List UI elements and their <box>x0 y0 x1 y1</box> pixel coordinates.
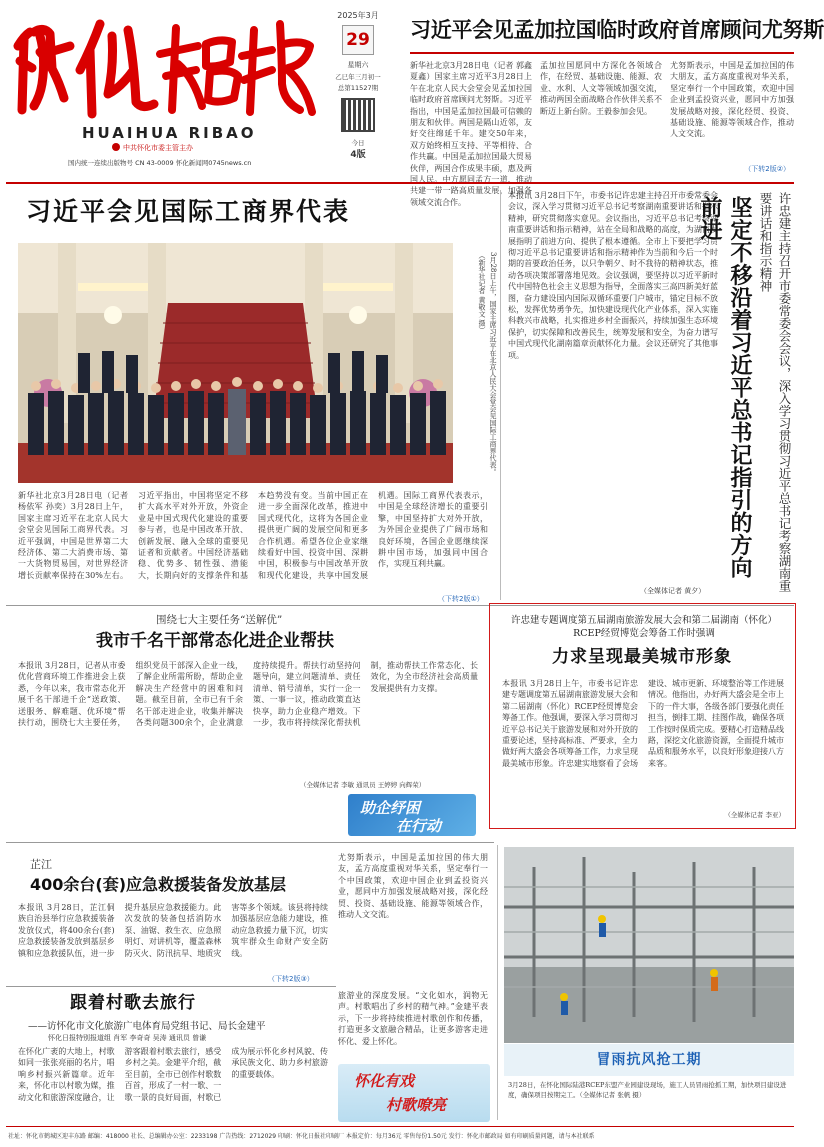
photo-news-title-bar <box>504 1044 794 1076</box>
masthead-logo <box>10 6 316 118</box>
badge-line2: 在行动 <box>396 817 442 835</box>
publisher-text: 中共怀化市委主管主办 <box>123 144 193 152</box>
badge-line1: 助企纾困 <box>360 799 421 817</box>
lead-story-continued: （下转2版①） <box>438 595 484 603</box>
lead-photo-caption: 3月28日上午，国家主席习近平在北京人民大会堂会见国际工商界代表。（新华社记者 黄敬文 摄） <box>478 252 497 476</box>
construction-photo-illustration <box>504 847 794 1043</box>
cunge-badge-line2: 村歌嘹亮 <box>386 1096 447 1114</box>
date-weekday: 星期六 <box>347 61 369 69</box>
lead-story-photo <box>18 243 453 483</box>
zhijiang-continued: （下转2版③） <box>268 975 314 983</box>
zhijiang-kicker: 芷江 <box>30 858 52 871</box>
masthead <box>0 0 824 207</box>
cunge-badge <box>338 1064 490 1122</box>
ent-story-badge <box>348 794 476 836</box>
ent-story-text: 本报讯 3月28日，记者从市委优化营商环境工作推进会上获悉，今年以来，我市常态化开展千名干部进千企“送政策、送服务、解难题、优环境”帮扶行动，围绕七大主要任务，组织党员干部深入企业一线，了解企业所需所盼，帮助企业解决生产经营中的困难和问题。截至目前，全市已有千余名干部走进企业，收集并解决各类问题300余个，企业满意度持续提升。帮扶行动坚持问题导向，建立问题清单、责任清单、销号清单，实行一企一策、一事一议，推动政策直达快享，助力企业稳产增效。下一步，我市将持续深化帮扶机制，推动帮扶工作常态化、长效化，为全市经济社会高质量发展提供有力支撑。 <box>18 661 478 728</box>
cunge-badge-line1: 怀化有戏 <box>354 1072 415 1090</box>
culture-story-byline: （全媒体记者 李亚） <box>724 811 785 819</box>
date-day: 29 <box>346 30 370 50</box>
footer-text: 社址：怀化市鹤城区迎丰东路 邮编：418000 社长、总编辑办公室：2233198 广告热线：2712029 印刷：怀化日报社印刷厂 本报定价：每月36元 零售每份1.50元 发行：怀化市邮政局 如有印刷质量问题，请与本社联系 <box>8 1133 595 1140</box>
photo-news-title: 冒雨抗风抢工期 <box>596 1052 702 1068</box>
column-divider <box>500 190 501 600</box>
date-block <box>318 8 398 176</box>
column-story-byline: （全媒体记者 黄夕） <box>640 587 706 595</box>
column-story-text: 本报讯 3月28日下午，市委书记许忠建主持召开市委常委会会议，深入学习贯彻习近平总书记考察湖南重要讲话和指示精神，研究贯彻落实意见。会议指出，习近平总书记考察湖南重要讲话和指示精神，站在全局和战略的高度，为湖南发展指明了前进方向、提供了根本遵循。全市上下要把学习贯彻习近平总书记重要讲话和指示精神作为当前和今后一个时期的首要政治任务，以只争朝夕、时不我待的精神状态，推动各项决策部署落地见效。会议强调，要坚持以习近平新时代中国特色社会主义思想为指导，全面落实三高四新美好蓝图，奋力建设国内国际双循环重要门户城市，锚定目标不放松，发挥优势勇争先，加快建设现代化产业体系，深入实施科教兴市战略，扎实推进乡村全面振兴，持续加强生态环境保护，切实保障和改善民生，统筹发展和安全，为奋力谱写中国式现代化湖南篇章贡献怀化力量。会议还研究了其他事项。 <box>508 191 718 360</box>
footer-rule <box>6 1126 794 1127</box>
top-story-continuation: 尤努斯表示，中国是孟加拉国的伟大朋友，孟方高度重视对华关系，坚定奉行一个中国政策，欢迎中国企业到孟投资兴业，愿同中方加强发展战略对接，深化经贸、投资、基础设施、能源等领域合作，推动人文交流。 <box>338 853 488 920</box>
publisher-emblem-icon <box>112 143 120 151</box>
top-story <box>410 0 824 207</box>
column-story-subhead: 许忠建主持召开市委常委会会议，深入学习贯彻习近平总书记考察湖南重要讲话和指示精神 <box>758 192 792 592</box>
top-story-text-col1: 新华社北京3月28日电（记者 郭鑫 夏鑫）国家主席习近平3月28日上午在北京人民大会堂会见孟加拉国临时政府首席顾问尤努斯。习近平指出，中国是孟加拉国最可信赖的朋友和伙伴。两国是隔山近邻，友好交往绵延千年。建交50年来，双方始终相互支持、平等相待、合作共赢。中国是孟加拉国最大贸易伙伴，两国合作成果丰硕，惠及两国人民。中方愿同孟方一道，推动共建一带一路高质量发展，加强各领域交流合作。 <box>410 61 532 207</box>
masthead-pinyin: HUAIHUA RIBAO <box>82 124 257 142</box>
photo-news-credit: （全媒体记者 张帆 摄） <box>579 1091 646 1099</box>
date-day-box <box>342 25 374 55</box>
ent-story-kicker: 围绕七大主要任务“送解优” <box>156 614 283 626</box>
cunge-continuation: 旅游业的深度发展。“文化如水，润物无声。村歌唱出了乡村的精气神。”金建平表示，下一步将持续推进村歌创作和传播，打造更多文旅融合精品，让更多游客走进怀化、爱上怀化。 <box>338 991 488 1046</box>
top-story-rule <box>410 52 794 54</box>
culture-story-headline: 力求呈现最美城市形象 <box>552 647 732 667</box>
photo-news-image <box>504 847 794 1043</box>
cunge-text: 在怀化广袤的大地上，村歌如同一张张亮丽的名片，唱响乡村振兴新篇章。近年来，怀化市以村歌为媒，推动文化和旅游深度融合，让游客跟着村歌去旅行，感受乡村之美。金建平介绍，截至目前，全市已创作村歌数百首，形成了一村一歌、一歌一景的良好局面，村歌已成为展示怀化乡村风貌、传承民族文化、助力乡村旅游的重要载体。 <box>18 1047 328 1102</box>
culture-story-box <box>489 603 796 829</box>
masthead-issn: 国内统一连续出版物号 CN 43-0009 怀化新闻网0745news.cn <box>68 159 252 167</box>
pages-count: 4版 <box>350 150 366 160</box>
masthead-publisher <box>112 143 193 153</box>
masthead-calligraphy-logo <box>10 6 316 118</box>
top-story-continued: （下转2版②） <box>744 165 790 173</box>
culture-story-text: 本报讯 3月28日上午，市委书记许忠建专题调度第五届湖南旅游发展大会和第二届湖南（怀化）RCEP经贸博览会筹备工作。他强调，要深入学习贯彻习近平总书记关于旅游发展和对外开放的重要论述，坚持高标准、严要求，全力做好两大盛会各项筹备工作，力求呈现最美城市形象。许忠建实地察看了会场建设、城市更新、环境整治等工作进展情况。他指出，办好两大盛会是全市上下的一件大事，各级各部门要强化责任担当，倒排工期、挂图作战，确保各项工作按时保质完成。要精心打造精品线路，深挖文化旅游资源，全面提升城市品质和服务水平，以良好形象迎接八方来客。 <box>502 679 784 768</box>
date-year-month: 2025年3月 <box>337 11 379 20</box>
photo-news-caption <box>508 1080 792 1116</box>
masthead-divider <box>6 182 794 184</box>
top-story-headline: 习近平会见孟加拉国临时政府首席顾问尤努斯 <box>410 18 824 42</box>
section-divider-2 <box>6 842 494 843</box>
lead-photo-illustration <box>18 243 453 483</box>
column-divider-2 <box>497 845 498 1120</box>
pages-label: 今日 <box>351 139 365 147</box>
ent-story-headline: 我市千名干部常态化进企业帮扶 <box>96 631 334 651</box>
date-lunar: 乙巳年三月初一 <box>335 73 381 81</box>
column-story-headline: 坚定不移沿着习近平总书记指引的方向前进 <box>697 196 752 579</box>
photo-news-caption-text: 3月28日，在怀化国际陆港RCEP东盟产业园建设现场，施工人员冒雨抢抓工期，加快项目建设进度，确保项目按期完工。 <box>508 1081 787 1099</box>
zhijiang-headline: 400余台(套)应急救援装备发放基层 <box>30 875 287 894</box>
ent-story-byline: （全媒体记者 李敏 通讯员 王婷婷 向辉荣） <box>300 781 426 789</box>
issue-number: 总第11527期 <box>337 84 379 92</box>
top-story-text-col3: 尤努斯表示，中国是孟加拉国的伟大朋友，孟方高度重视对华关系，坚定奉行一个中国政策，欢迎中国企业到孟投资兴业，愿同中方加强发展战略对接，深化经贸、投资、基础设施、能源等领域合作，推动人文交流。 <box>670 61 794 139</box>
top-story-text-col2: 孟加拉国愿同中方深化各领域合作，在经贸、基础设施、能源、农业、水利、人文等领域加强交流，推动两国全面战略合作伙伴关系不断迈上新台阶。王毅参加会见。 <box>540 61 662 116</box>
cunge-headline: 跟着村歌去旅行 <box>70 993 196 1013</box>
culture-story-subhead: 许忠建专题调度第五届湖南旅游发展大会和第二届湖南（怀化）RCEP经贸博览会筹备工作时强调 <box>510 615 777 639</box>
zhijiang-text: 本报讯 3月28日，芷江侗族自治县举行应急救援装备发放仪式，将400余台(套)应急救援装备发放到基层乡镇和应急救援队伍，进一步提升基层应急救援能力。此次发放的装备包括消防水泵、油锯、救生衣、应急照明灯、对讲机等，覆盖森林防灭火、防汛抗旱、地质灾害等多个领域。该县将持续加强基层应急能力建设，推动应急救援力量下沉，切实筑牢群众生命财产安全防线。 <box>18 903 328 958</box>
lead-story-headline: 习近平会见国际工商界代表 <box>26 197 351 226</box>
qr-code <box>341 98 375 132</box>
cunge-byline: 怀化日报特别报道组 肖军 李奇奇 吴涛 通讯员 曾谦 <box>48 1034 207 1042</box>
section-divider-3 <box>6 986 336 987</box>
cunge-subhead: ——访怀化市文化旅游广电体育局党组书记、局长金建平 <box>28 1021 266 1032</box>
lead-story-text: 新华社北京3月28日电（记者 杨依军 孙奕）3月28日上午，国家主席习近平在北京人民大会堂会见国际工商界代表。习近平强调，中国是世界第二大经济体、第二大消费市场、第一大货物贸易国，对世界经济增长贡献率保持在30%左右。习近平指出，中国将坚定不移扩大高水平对外开放，外资企业是中国式现代化建设的重要参与者，也是中国改革开放、创新发展、融入全球的重要见证者和贡献者。中国经济基础稳、优势多、韧性强、潜能大，长期向好的支撑条件和基本趋势没有变。当前中国正在进一步全面深化改革，推进中国式现代化，这将为各国企业提供更广阔的发展空间和更多合作机遇。希望各位企业家继续看好中国、投资中国、深耕中国，积极参与中国改革开放和现代化建设，共享中国发展机遇。国际工商界代表表示，中国是全球经济增长的重要引擎，中国坚持扩大对外开放，为外国企业提供了广阔市场和良好环境，各国企业愿继续深耕中国市场，加强同中国合作，实现互利共赢。 <box>18 491 488 580</box>
